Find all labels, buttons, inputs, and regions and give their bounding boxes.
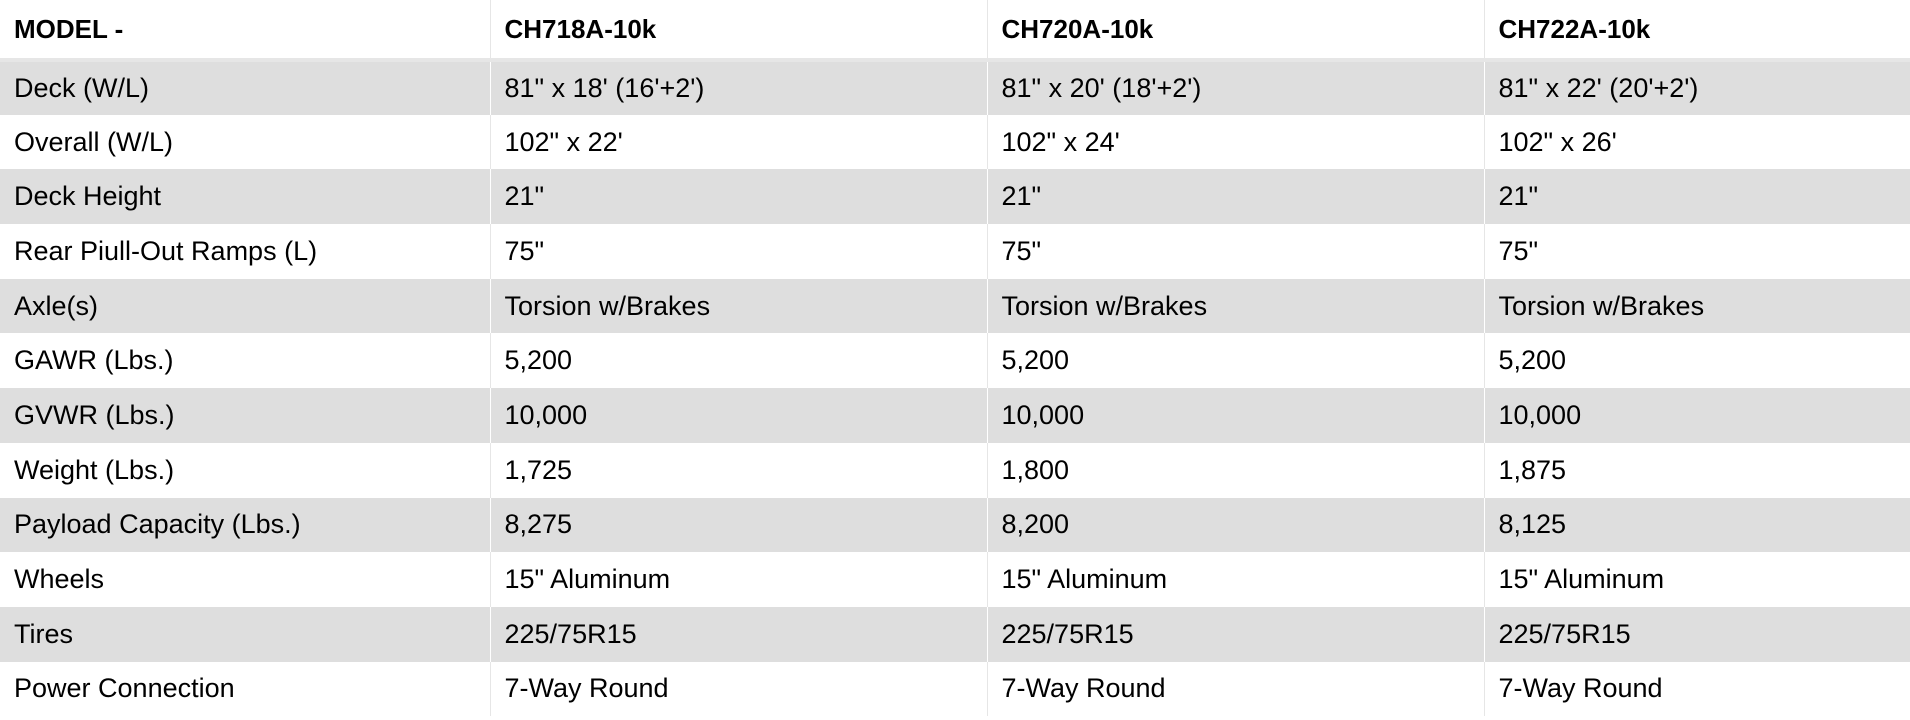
row-value: 75" <box>490 224 987 279</box>
row-value: 75" <box>987 224 1484 279</box>
row-value: 15" Aluminum <box>987 552 1484 607</box>
row-label: Weight (Lbs.) <box>14 454 175 485</box>
row-value: 225/75R15 <box>1484 607 1910 662</box>
row-value: Torsion w/Brakes <box>1484 279 1910 334</box>
row-value: 102" x 22' <box>490 115 987 170</box>
row-value: 21" <box>1484 169 1910 224</box>
row-value: 10,000 <box>987 388 1484 443</box>
header-cell-model-1: CH718A-10k <box>490 0 987 60</box>
row-label: Payload Capacity (Lbs.) <box>14 509 301 540</box>
table-row <box>0 607 1910 662</box>
header-cell-model-label: MODEL - <box>14 13 124 44</box>
row-value: 225/75R15 <box>490 607 987 662</box>
header-cell-model-3: CH722A-10k <box>1484 0 1910 60</box>
table-header <box>0 0 1910 60</box>
row-value: 81" x 18' (16'+2') <box>490 60 987 115</box>
row-value: 21" <box>987 169 1484 224</box>
header-cell-model-2: CH720A-10k <box>987 0 1484 60</box>
row-label: Wheels <box>14 564 105 595</box>
row-label: Deck Height <box>14 181 162 212</box>
row-value: 15" Aluminum <box>1484 552 1910 607</box>
row-value: Torsion w/Brakes <box>987 279 1484 334</box>
row-value: 1,725 <box>490 443 987 498</box>
row-value: 7-Way Round <box>490 662 987 717</box>
table-row <box>0 662 1910 717</box>
table-row <box>0 224 1910 279</box>
row-value: 75" <box>1484 224 1910 279</box>
row-value: 7-Way Round <box>987 662 1484 717</box>
row-label: Rear Piull-Out Ramps (L) <box>14 235 318 266</box>
row-value: 21" <box>490 169 987 224</box>
row-value: 5,200 <box>1484 333 1910 388</box>
row-label: Power Connection <box>14 673 235 704</box>
row-value: 1,800 <box>987 443 1484 498</box>
table-body <box>0 60 1910 716</box>
row-label: GVWR (Lbs.) <box>14 399 175 430</box>
row-value: 225/75R15 <box>987 607 1484 662</box>
row-value: 102" x 26' <box>1484 115 1910 170</box>
table-row <box>0 60 1910 115</box>
row-value: Torsion w/Brakes <box>490 279 987 334</box>
table-row <box>0 498 1910 553</box>
row-label: GAWR (Lbs.) <box>14 345 174 376</box>
header-row <box>0 0 1910 60</box>
row-value: 7-Way Round <box>1484 662 1910 717</box>
row-value: 15" Aluminum <box>490 552 987 607</box>
table-row <box>0 333 1910 388</box>
row-value: 10,000 <box>1484 388 1910 443</box>
table-row <box>0 169 1910 224</box>
row-value: 5,200 <box>987 333 1484 388</box>
row-value: 8,275 <box>490 498 987 553</box>
table-row <box>0 388 1910 443</box>
row-value: 8,125 <box>1484 498 1910 553</box>
row-value: 81" x 22' (20'+2') <box>1484 60 1910 115</box>
table-row <box>0 552 1910 607</box>
row-value: 10,000 <box>490 388 987 443</box>
row-label: Axle(s) <box>14 290 99 321</box>
row-label: Tires <box>14 618 73 649</box>
table-row <box>0 443 1910 498</box>
row-label: Overall (W/L) <box>14 126 174 157</box>
table-row <box>0 279 1910 334</box>
table-row <box>0 115 1910 170</box>
row-value: 102" x 24' <box>987 115 1484 170</box>
row-value: 1,875 <box>1484 443 1910 498</box>
row-label: Deck (W/L) <box>14 72 149 103</box>
row-value: 8,200 <box>987 498 1484 553</box>
row-value: 5,200 <box>490 333 987 388</box>
row-value: 81" x 20' (18'+2') <box>987 60 1484 115</box>
